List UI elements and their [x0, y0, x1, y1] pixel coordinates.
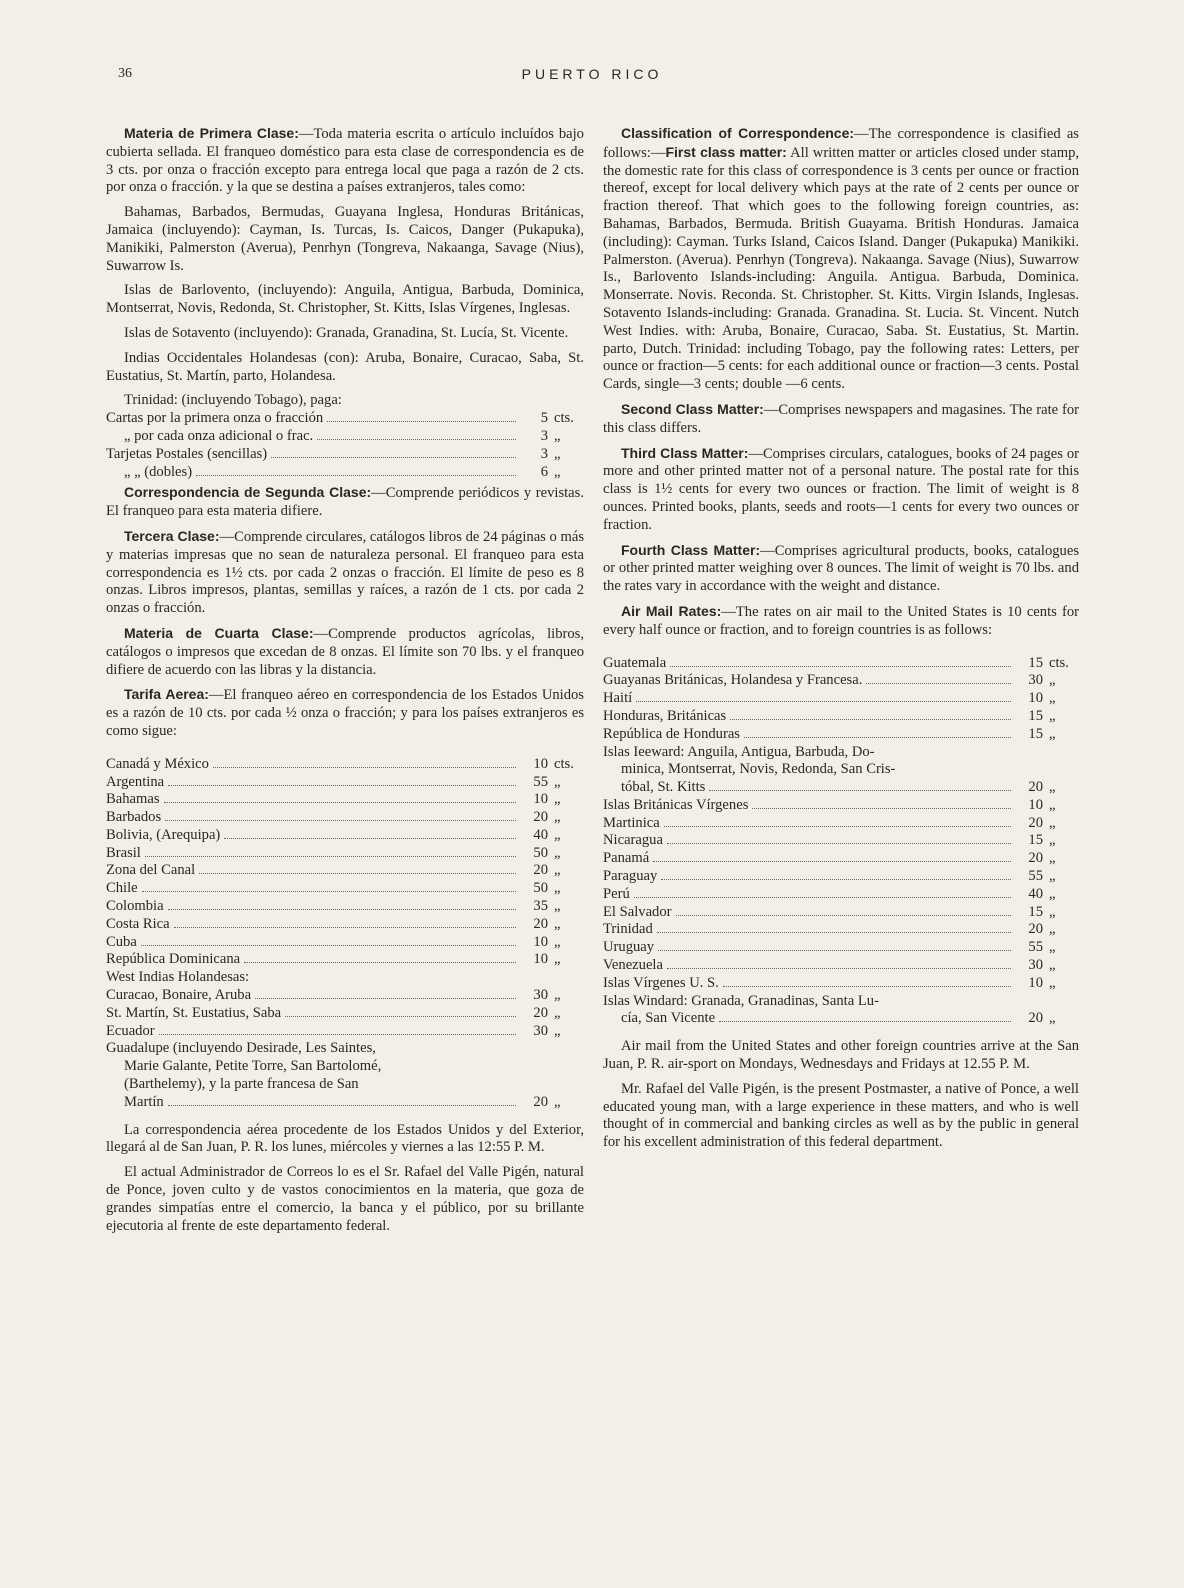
list-item: Zona del Canal 20 „	[106, 862, 561, 879]
postmaster-paragraph: El actual Administrador de Correos lo es el Sr. Rafael del Valle Pigén, natural de Ponce, joven culto y de vastos conocimientos en la materia, que goza de grandes simpatías entre el comercio, la banca y el público, por su brillante ejecutoria al frente de este departamento federal.	[106, 1164, 584, 1234]
list-item: Cartas por la primera onza o fracción 5 cts.	[106, 410, 574, 427]
list-item: Uruguay 55 „	[603, 939, 1056, 956]
list-item: Tarjetas Postales (sencillas) 3 „	[106, 445, 561, 462]
list-item: Venezuela 30 „	[603, 957, 1056, 974]
section-heading: Materia de Primera Clase:	[124, 125, 299, 141]
left-column-spanish	[106, 125, 584, 1242]
list-item: Chile 50 „	[106, 880, 561, 897]
list-item: República de Honduras 15 „	[603, 725, 1056, 742]
list-item: Honduras, Británicas 15 „	[603, 707, 1056, 724]
list-item-text: Islas Windard: Granada, Granadinas, Santa Lu-	[603, 992, 879, 1009]
list-item: Trinidad 20 „	[603, 921, 1056, 938]
list-item: Colombia 35 „	[106, 898, 561, 915]
list-item: Perú 40 „	[603, 885, 1056, 902]
running-title: PUERTO RICO	[521, 66, 663, 82]
list-item-text: (Barthelemy), y la parte francesa de San	[124, 1076, 359, 1093]
air-rate-list	[106, 756, 584, 1112]
list-item: Bahamas 10 „	[106, 791, 561, 808]
list-item: Nicaragua 15 „	[603, 832, 1056, 849]
second-class-paragraph: Correspondencia de Segunda Clase:—Comprende periódicos y revistas. El franqueo para esta materia difiere.	[106, 484, 584, 520]
fourth-class-paragraph: Materia de Cuarta Clase:—Comprende productos agrícolas, libros, catálogos o impresos que excedan de 8 onzas. El límite son 70 lbs. y el franqueo difiere de acuerdo con las libras y la distancia.	[106, 624, 584, 678]
dutch-indies-paragraph: Indias Occidentales Holandesas (con): Aruba, Bonaire, Curacao, Saba, St. Eustatius, St. Martín, parto, Holandesa.	[106, 349, 584, 384]
air-rate-list	[603, 655, 1079, 1029]
list-item-text: Islas Ieeward: Anguila, Antigua, Barbuda, Do-	[603, 743, 875, 760]
list-item: Guayanas Británicas, Holandesa y Francesa. 30 „	[603, 672, 1056, 689]
list-item: Panamá 20 „	[603, 850, 1056, 867]
list-item: Ecuador 30 „	[106, 1022, 561, 1039]
list-item: Brasil 50 „	[106, 844, 561, 861]
barlovento-paragraph: Islas de Barlovento, (incluyendo): Anguila, Antigua, Barbuda, Dominica, Montserrat, Novis, Redonda, St. Christopher, St. Kitts, Islas Vírgenes, Inglesas.	[106, 282, 584, 317]
list-item: „ por cada onza adicional o frac. 3 „	[124, 427, 561, 444]
trinidad-fee-list	[106, 410, 584, 481]
air-rate-paragraph: Air Mail Rates:—The rates on air mail to the United States is 10 cents for every half ounce or fraction, and to foreign countries is as follows:	[603, 602, 1079, 638]
trinidad-intro: Trinidad: (incluyendo Tobago), paga:	[124, 392, 342, 409]
third-class-paragraph: Third Class Matter:—Comprises circulars, catalogues, books of 24 pages or more and other printed matter not of a personal nature. The postal rate for this class is 1½ cents for every two ounces or fraction. The limit of weight is 8 ounces. Printed books, plants, seeds and roots—1 cents for every two ounces or fraction.	[603, 444, 1079, 533]
list-item: Argentina 55 „	[106, 773, 561, 790]
list-item: Haití 10 „	[603, 690, 1056, 707]
arrival-paragraph: Air mail from the United States and other foreign countries arrive at the San Juan, P. R. air-sport on Mondays, Wednesdays and Fridays at 12.55 P. M.	[603, 1038, 1079, 1073]
list-item: Costa Rica 20 „	[106, 915, 561, 932]
sotavento-paragraph: Islas de Sotavento (incluyendo): Granada, Granadina, St. Lucía, St. Vicente.	[124, 324, 569, 341]
page-number: 36	[118, 66, 132, 81]
list-item: Islas Vírgenes U. S. 10 „	[603, 974, 1056, 991]
list-item: República Dominicana 10 „	[106, 951, 561, 968]
list-item-text: Guadalupe (incluyendo Desirade, Les Saintes,	[106, 1040, 376, 1057]
list-item: Canadá y México 10 cts.	[106, 755, 574, 772]
country-list-paragraph: Bahamas, Barbados, Bermudas, Guayana Inglesa, Honduras Británicas, Jamaica (incluyendo): Cayman, Is. Turcas, Is. Caicos, Danger (Pukapuka), Manikiki, Palmerston (Averua), Penrhyn (Tongreva, Nakaanga, Savage (Nius), Suwarrow Is.	[106, 204, 584, 274]
list-item: St. Martín, St. Eustatius, Saba 20 „	[106, 1004, 561, 1021]
list-item: Guatemala 15 cts.	[603, 654, 1069, 671]
list-group-label: West Indias Holandesas:	[106, 969, 250, 986]
list-item: Martín 20 „	[124, 1093, 561, 1110]
list-item: Curacao, Bonaire, Aruba 30 „	[106, 987, 561, 1004]
list-item-text: Marie Galante, Petite Torre, San Bartolomé,	[124, 1058, 382, 1075]
postmaster-paragraph: Mr. Rafael del Valle Pigén, is the present Postmaster, a native of Ponce, a well educated young man, with a large experience in these matters, and who is well thought of in commercial and banking circles as well as by the public in general for his excellent administration of this federal department.	[603, 1080, 1079, 1151]
right-column-english	[603, 125, 1079, 1159]
second-class-paragraph: Second Class Matter:—Comprises newspapers and magasines. The rate for this class differs.	[603, 400, 1079, 436]
page-header	[0, 66, 1184, 90]
list-item: Barbados 20 „	[106, 809, 561, 826]
list-item-text: minica, Montserrat, Novis, Redonda, San Cris-	[621, 761, 896, 778]
list-item: El Salvador 15 „	[603, 903, 1056, 920]
list-item: Islas Británicas Vírgenes 10 „	[603, 796, 1056, 813]
classification-paragraph: Classification of Correspondence:—The correspondence is clasified as follows:—First class matter: All written matter or articles closed under stamp, the domestic rate for this class of correspondence is 3 cents per ounce or fraction thereof, except for local delivery which pays at the rate of 2 cents per ounce or fraction thereof. That which goes to the following foreign countries, as: Bahamas, Barbados, Bermuda. British Guayama. British Honduras. Jamaica (including): Cayman. Turks Island, Caicos Island. Danger (Pukapuka) Manikiki. Palmerston. (Averua). Penrhyn (Tongreva). Nakaanga. Savage (Nius), Suwarrow Is., Barlovento Islands-including: Anguila. Antigua. Barbuda, Dominica. Monserrate. Novis. Reconda. St. Christopher. St. Kitts. Virgin Islands, Inglesas. Sotavento Islands-including: Granada. Granadina. St. Lucia. St. Vincent. Nutch West Indies. with: Aruba, Bonaire, Curacao, Saba. St. Eustatius, St. Martin. parto, Dutch. Trinidad: including Tobago, pay the following rates: Letters, per ounce or fraction—5 cents: for each additional ounce or fraction—3 cents. Postal Cards, single—3 cents; double —6 cents.	[603, 125, 1080, 393]
fourth-class-paragraph: Fourth Class Matter:—Comprises agricultural products, books, catalogues or other printed matter weighing over 8 ounces. The limit of weight is 70 lbs. and the rates vary in accordance with the weight and distance.	[603, 541, 1080, 595]
air-rate-paragraph: Tarifa Aerea:—El franqueo aéreo en correspondencia de los Estados Unidos es a razón de 10 cts. por cada ½ onza o fracción; y para los países extranjeros es como sigue:	[106, 686, 584, 739]
list-item: Cuba 10 „	[106, 933, 561, 950]
list-item: Bolivia, (Arequipa) 40 „	[106, 826, 561, 843]
arrival-paragraph: La correspondencia aérea procedente de los Estados Unidos y del Exterior, llegará al de San Juan, P. R. los lunes, miércoles y viernes a las 12:55 P. M.	[106, 1121, 584, 1156]
list-item: „ „ (dobles) 6 „	[124, 463, 561, 480]
list-item: cía, San Vicente 20 „	[621, 1010, 1056, 1027]
third-class-paragraph: Tercera Clase:—Comprende circulares, catálogos libros de 24 páginas o más y materias impresas que no sean de naturaleza personal. El franqueo para esta correspondencia es 1½ cts. por cada 2 onzas o fracción. El límite de peso es 8 onzas. Libros impresos, plantas, semillas y raíces, a razón de 1 cts. por cada 2 onzas o fracción.	[106, 527, 585, 617]
first-class-paragraph: Materia de Primera Clase:—Toda materia escrita o artículo incluídos bajo cubierta sellada. El franqueo doméstico para esta clase de correspondencia es de 3 cts. por onza o fracción excepto para entrega local que paga a razón de 2 cts. por onza o fracción. y la que se destina a países extranjeros, tales como:	[106, 125, 584, 196]
list-item: Paraguay 55 „	[603, 868, 1056, 885]
list-item: tóbal, St. Kitts 20 „	[621, 779, 1056, 796]
list-item: Martinica 20 „	[603, 814, 1056, 831]
